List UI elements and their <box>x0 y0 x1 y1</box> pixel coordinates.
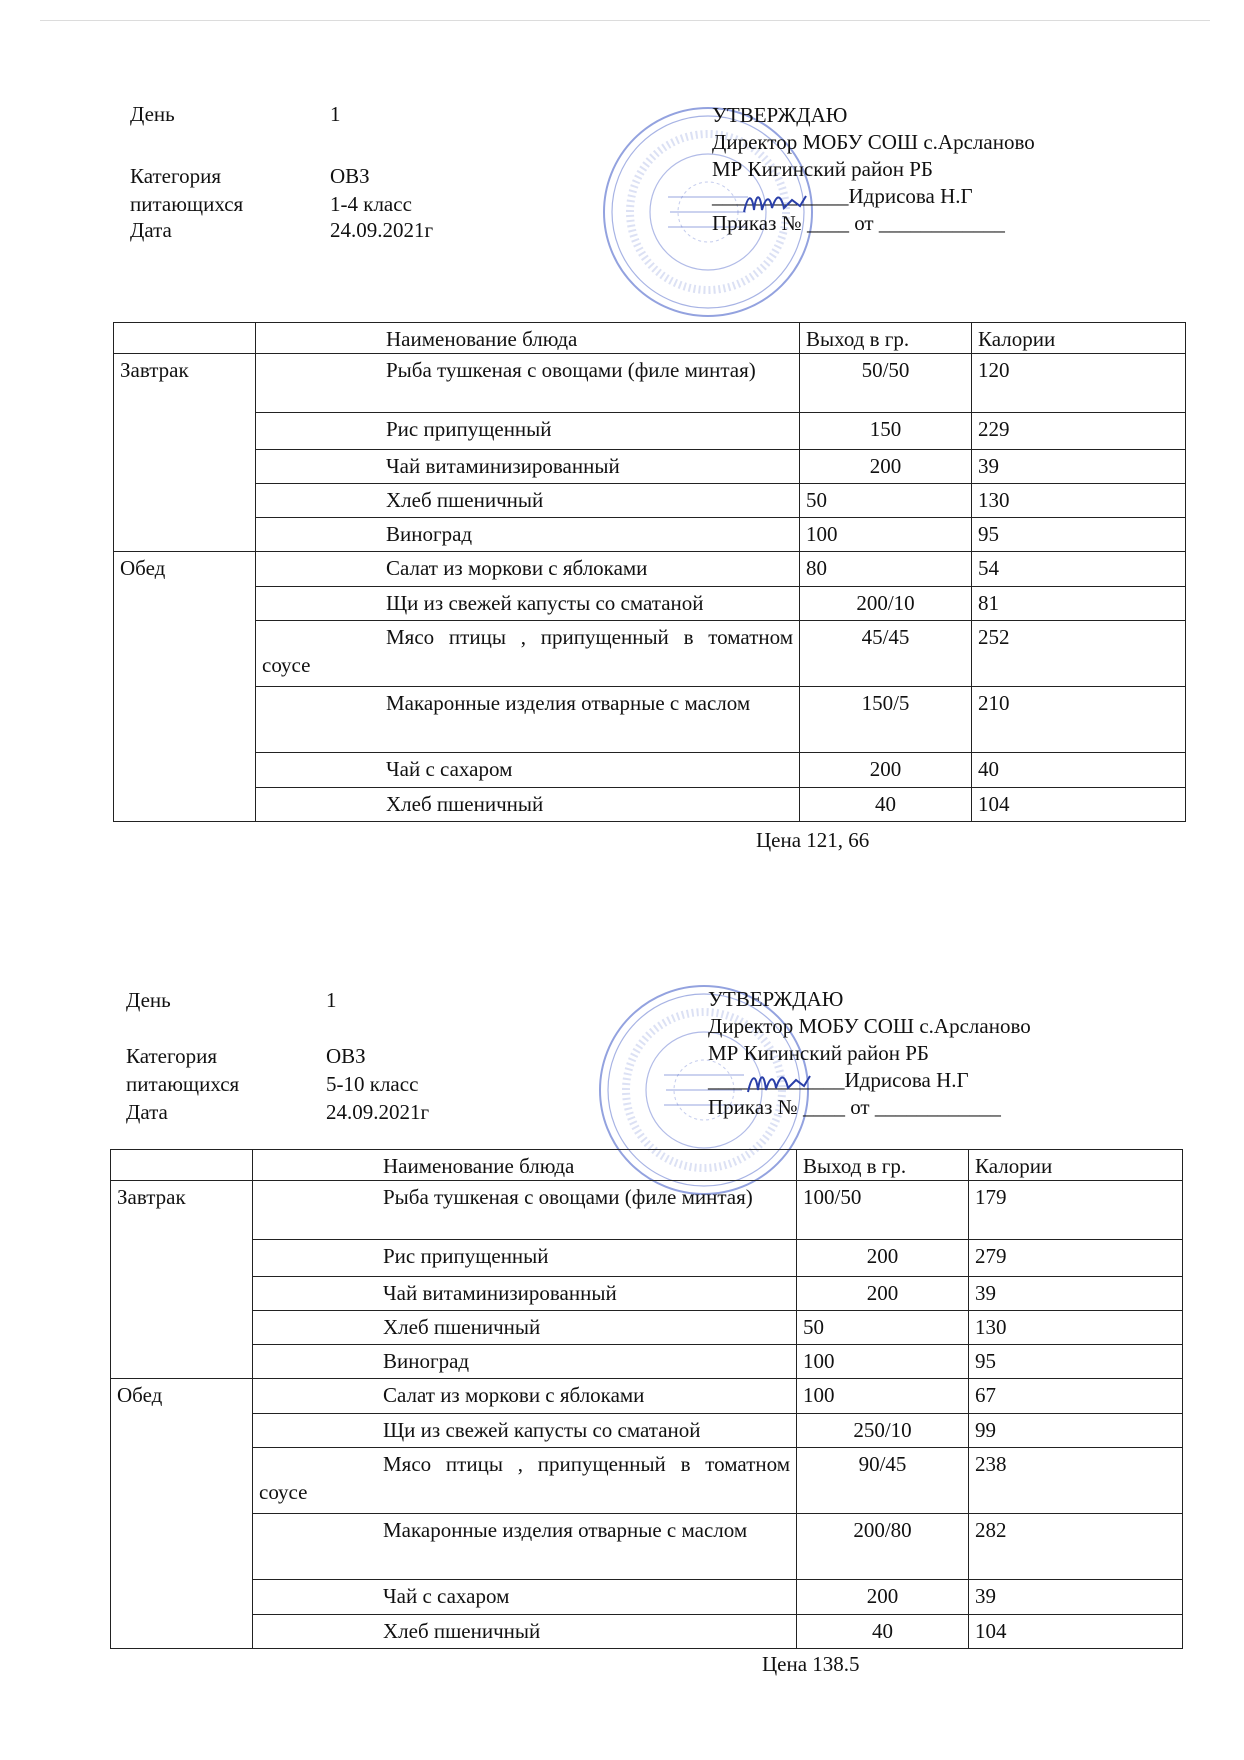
signature-icon <box>744 1066 814 1102</box>
approval-signature-line: _____________Идрисова Н.Г <box>708 1068 969 1092</box>
table-row <box>111 1414 1183 1448</box>
dish-weight: 200 <box>797 1277 969 1311</box>
dish-weight: 90/45 <box>797 1448 969 1514</box>
dish-calories: 99 <box>969 1414 1183 1448</box>
dish-calories: 67 <box>969 1379 1183 1414</box>
meal-breakfast-label: Завтрак <box>111 1181 253 1379</box>
header-calories: Калории <box>969 1150 1183 1181</box>
dish-weight: 200 <box>800 753 972 788</box>
approval-district: МР Кигинский район РБ <box>712 157 933 181</box>
meal-lunch-label: Обед <box>114 552 256 822</box>
dish-weight: 40 <box>797 1615 969 1649</box>
meal-breakfast-label: Завтрак <box>114 354 256 552</box>
table-row <box>114 753 1186 788</box>
dish-weight: 80 <box>800 552 972 587</box>
category-label: Категория питающихся <box>126 1044 240 1096</box>
dish-name: Хлеб пшеничный <box>256 788 800 822</box>
dish-name: Салат из моркови с яблоками <box>256 552 800 587</box>
dish-calories: 238 <box>969 1448 1183 1514</box>
dish-weight: 200 <box>797 1240 969 1277</box>
header-calories: Калории <box>972 323 1186 354</box>
dish-weight: 200 <box>797 1580 969 1615</box>
table-row <box>111 1240 1183 1277</box>
dish-name: Мясо птицы , припущенный в томатном соусе <box>256 621 800 687</box>
dish-calories: 279 <box>969 1240 1183 1277</box>
table-row <box>114 413 1186 450</box>
header-dish-name: Наименование блюда <box>253 1150 797 1181</box>
table-row <box>114 587 1186 621</box>
header-weight: Выход в гр. <box>800 323 972 354</box>
dish-calories: 104 <box>972 788 1186 822</box>
dish-calories: 282 <box>969 1514 1183 1580</box>
table-row <box>111 1345 1183 1379</box>
table-row <box>111 1277 1183 1311</box>
dish-name: Макаронные изделия отварные с маслом <box>256 687 800 753</box>
table-row <box>111 1448 1183 1514</box>
approval-order-line: Приказ № ____ от ____________ <box>712 211 1005 235</box>
dish-weight: 100 <box>800 518 972 552</box>
header-dish-name: Наименование блюда <box>256 323 800 354</box>
signature-icon <box>740 186 810 222</box>
menu-table <box>113 322 1186 822</box>
date-value: 24.09.2021г <box>330 218 434 242</box>
dish-weight: 250/10 <box>797 1414 969 1448</box>
meal-lunch-label: Обед <box>111 1379 253 1649</box>
dish-calories: 252 <box>972 621 1186 687</box>
approval-order-line: Приказ № ____ от ____________ <box>708 1095 1001 1119</box>
dish-calories: 39 <box>969 1580 1183 1615</box>
category-value: ОВЗ 1-4 класс <box>330 164 412 216</box>
dish-weight: 200/80 <box>797 1514 969 1580</box>
dish-calories: 39 <box>969 1277 1183 1311</box>
dish-calories: 95 <box>969 1345 1183 1379</box>
header-cell-empty <box>111 1150 253 1181</box>
dish-weight: 200/10 <box>800 587 972 621</box>
dish-name: Хлеб пшеничный <box>256 484 800 518</box>
table-row <box>114 788 1186 822</box>
approval-director: Директор МОБУ СОШ с.Арсланово <box>708 1014 1031 1038</box>
menu-block-2 <box>0 880 1244 1760</box>
dish-calories: 40 <box>972 753 1186 788</box>
dish-name: Чай с сахаром <box>256 753 800 788</box>
table-row <box>114 354 1186 413</box>
dish-weight: 100 <box>797 1379 969 1414</box>
price-label: Цена 138.5 <box>762 1652 860 1676</box>
table-row <box>114 687 1186 753</box>
category-value: ОВЗ 5-10 класс <box>326 1044 419 1096</box>
dish-weight: 150/5 <box>800 687 972 753</box>
approval-director: Директор МОБУ СОШ с.Арсланово <box>712 130 1035 154</box>
table-row <box>111 1181 1183 1240</box>
dish-weight: 200 <box>800 450 972 484</box>
table-row <box>111 1311 1183 1345</box>
table-row <box>114 484 1186 518</box>
table-row <box>114 450 1186 484</box>
dish-name: Виноград <box>253 1345 797 1379</box>
table-row <box>111 1580 1183 1615</box>
dish-name: Рис припущенный <box>256 413 800 450</box>
dish-calories: 130 <box>969 1311 1183 1345</box>
dish-name: Виноград <box>256 518 800 552</box>
dish-calories: 95 <box>972 518 1186 552</box>
dish-name: Рыба тушкеная с овощами (филе минтая) <box>253 1181 797 1240</box>
dish-name: Щи из свежей капусты со сматаной <box>253 1414 797 1448</box>
approval-district: МР Кигинский район РБ <box>708 1041 929 1065</box>
table-row <box>111 1615 1183 1649</box>
dish-calories: 130 <box>972 484 1186 518</box>
dish-calories: 81 <box>972 587 1186 621</box>
dish-name: Рис припущенный <box>253 1240 797 1277</box>
dish-name: Макаронные изделия отварные с маслом <box>253 1514 797 1580</box>
dish-weight: 100 <box>797 1345 969 1379</box>
price-label: Цена 121, 66 <box>756 828 870 852</box>
day-label: День <box>126 988 171 1012</box>
table-row <box>114 518 1186 552</box>
date-value: 24.09.2021г <box>326 1100 430 1124</box>
dish-name: Щи из свежей капусты со сматаной <box>256 587 800 621</box>
dish-calories: 179 <box>969 1181 1183 1240</box>
dish-calories: 210 <box>972 687 1186 753</box>
dish-weight: 150 <box>800 413 972 450</box>
dish-weight: 45/45 <box>800 621 972 687</box>
header-cell-empty <box>114 323 256 354</box>
dish-name: Хлеб пшеничный <box>253 1311 797 1345</box>
day-value: 1 <box>330 102 341 126</box>
dish-weight: 50/50 <box>800 354 972 413</box>
dish-weight: 50 <box>797 1311 969 1345</box>
category-label: Категория питающихся <box>130 164 244 216</box>
dish-calories: 120 <box>972 354 1186 413</box>
table-header-row <box>114 323 1186 354</box>
dish-name: Рыба тушкеная с овощами (филе минтая) <box>256 354 800 413</box>
dish-calories: 229 <box>972 413 1186 450</box>
dish-weight: 40 <box>800 788 972 822</box>
dish-calories: 54 <box>972 552 1186 587</box>
header-weight: Выход в гр. <box>797 1150 969 1181</box>
day-label: День <box>130 102 175 126</box>
date-label: Дата <box>126 1100 168 1124</box>
menu-table <box>110 1149 1183 1649</box>
table-row <box>114 552 1186 587</box>
dish-name: Чай с сахаром <box>253 1580 797 1615</box>
dish-name: Чай витаминизированный <box>256 450 800 484</box>
table-row <box>114 621 1186 687</box>
day-value: 1 <box>326 988 337 1012</box>
dish-name: Хлеб пшеничный <box>253 1615 797 1649</box>
table-row <box>111 1379 1183 1414</box>
approval-title: УТВЕРЖДАЮ <box>712 103 848 127</box>
dish-weight: 100/50 <box>797 1181 969 1240</box>
table-header-row <box>111 1150 1183 1181</box>
date-label: Дата <box>130 218 172 242</box>
dish-calories: 104 <box>969 1615 1183 1649</box>
dish-calories: 39 <box>972 450 1186 484</box>
dish-weight: 50 <box>800 484 972 518</box>
approval-title: УТВЕРЖДАЮ <box>708 987 844 1011</box>
dish-name: Чай витаминизированный <box>253 1277 797 1311</box>
dish-name: Салат из моркови с яблоками <box>253 1379 797 1414</box>
dish-name: Мясо птицы , припущенный в томатном соусе <box>253 1448 797 1514</box>
approval-signature-line: _____________Идрисова Н.Г <box>712 184 973 208</box>
table-row <box>111 1514 1183 1580</box>
